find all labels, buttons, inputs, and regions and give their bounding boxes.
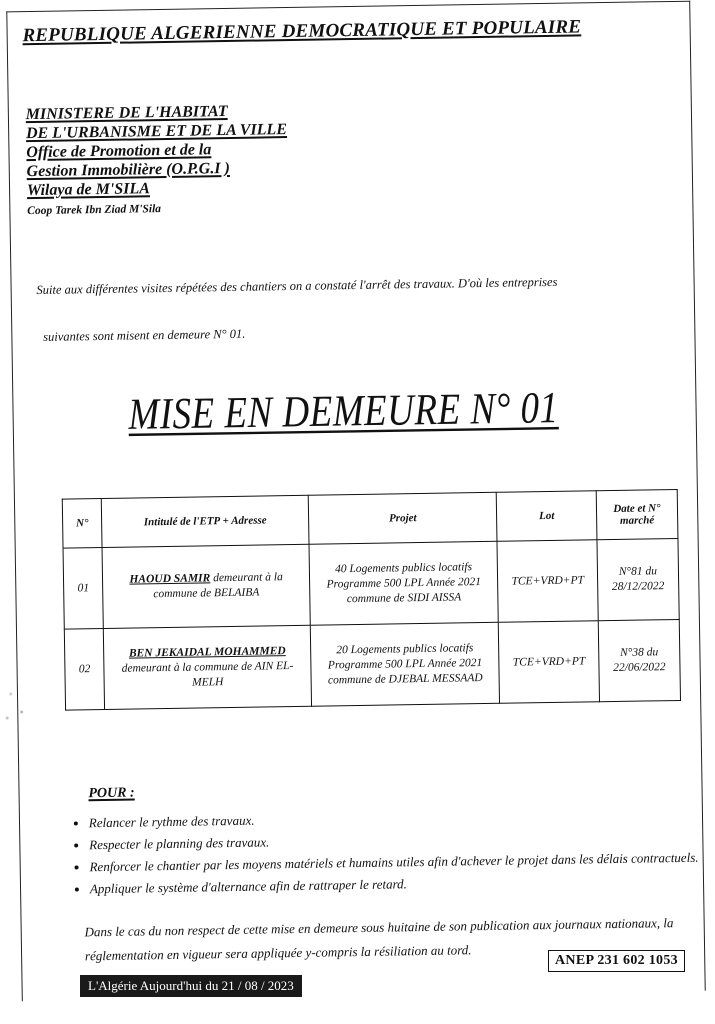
row-etp bbox=[102, 544, 310, 628]
row-date: N°38 du 22/06/2022 bbox=[598, 619, 680, 701]
company-address: demeurant à la commune de BELAIBA bbox=[153, 571, 283, 601]
wilaya-line: Wilaya de M'SILA bbox=[26, 180, 150, 200]
ministry-line-1: MINISTERE DE L'HABITAT bbox=[25, 102, 228, 124]
ministry-block bbox=[26, 101, 289, 221]
company-name: BEN JEKAIDAL MOHAMMED bbox=[128, 644, 286, 660]
anep-reference: ANEP 231 602 1053 bbox=[548, 950, 685, 972]
header-projet: Projet bbox=[308, 492, 497, 544]
row-projet: 40 Logements publics locatifs Programme 500 LPL Année 2021 commune de SIDI AISSA bbox=[309, 541, 499, 625]
country-heading: REPUBLIQUE ALGERIENNE DEMOCRATIQUE ET POPULAIRE bbox=[22, 16, 582, 47]
list-item: • Relancer le rythme des travaux. bbox=[89, 803, 709, 835]
table-row bbox=[64, 619, 680, 710]
intro-paragraph bbox=[36, 257, 657, 361]
pour-list bbox=[73, 803, 710, 901]
ministry-line-2: DE L'URBANISME ET DE LA VILLE bbox=[25, 121, 288, 143]
row-projet: 20 Logements publics locatifs Programme 500 LPL Année 2021 commune de DJEBAL MESSAAD bbox=[310, 622, 500, 706]
intro-line-2: suivantes sont misent en demeure N° 01. bbox=[43, 326, 246, 344]
header-no: N° bbox=[62, 499, 102, 549]
row-date: N°81 du 28/12/2022 bbox=[597, 538, 679, 620]
row-etp bbox=[104, 625, 312, 709]
office-line-2: Gestion Immobilière (O.P.G.I ) bbox=[26, 159, 230, 181]
header-etp: Intitulé de l'ETP + Adresse bbox=[102, 495, 309, 547]
list-item: • Respecter le planning des travaux. bbox=[89, 825, 709, 857]
row-no: 01 bbox=[63, 548, 104, 630]
notice-title: MISE EN DEMEURE N° 01 bbox=[128, 383, 559, 440]
list-item: • Appliquer le système d'alternance afin de rattraper le retard. bbox=[90, 869, 710, 901]
office-line-1: Office de Promotion et de la bbox=[26, 141, 212, 162]
companies-table bbox=[62, 489, 681, 711]
company-name: HAOUD SAMIR bbox=[129, 572, 211, 586]
publication-footer: L'Algérie Aujourd'hui du 21 / 08 / 2023 bbox=[80, 975, 302, 997]
pour-label: POUR : bbox=[88, 785, 135, 802]
header-date: Date et N° marché bbox=[596, 489, 678, 539]
row-lot: TCE+VRD+PT bbox=[497, 540, 598, 623]
coop-line: Coop Tarek Ibn Ziad M'Sila bbox=[27, 203, 162, 218]
closing-paragraph: Dans le cas du non respect de cette mise en demeure sous huitaine de son publication aux journaux nationaux, la réglementation en vigueur sera appliquée y-compris la résiliation au tord. bbox=[84, 915, 674, 964]
row-lot: TCE+VRD+PT bbox=[499, 621, 600, 704]
row-no: 02 bbox=[64, 629, 105, 711]
header-lot: Lot bbox=[497, 491, 597, 542]
list-item: • Renforcer le chantier par les moyens matériels et humains utiles afin d'achever le projet dans les délais contractuels. bbox=[89, 847, 709, 879]
intro-line-1: Suite aux différentes visites répétées des chantiers on a constaté l'arrêt des travaux. D'où les entreprises bbox=[36, 274, 558, 298]
company-address: demeurant à la commune de AIN EL-MELH bbox=[121, 659, 294, 689]
table-row bbox=[63, 538, 679, 629]
